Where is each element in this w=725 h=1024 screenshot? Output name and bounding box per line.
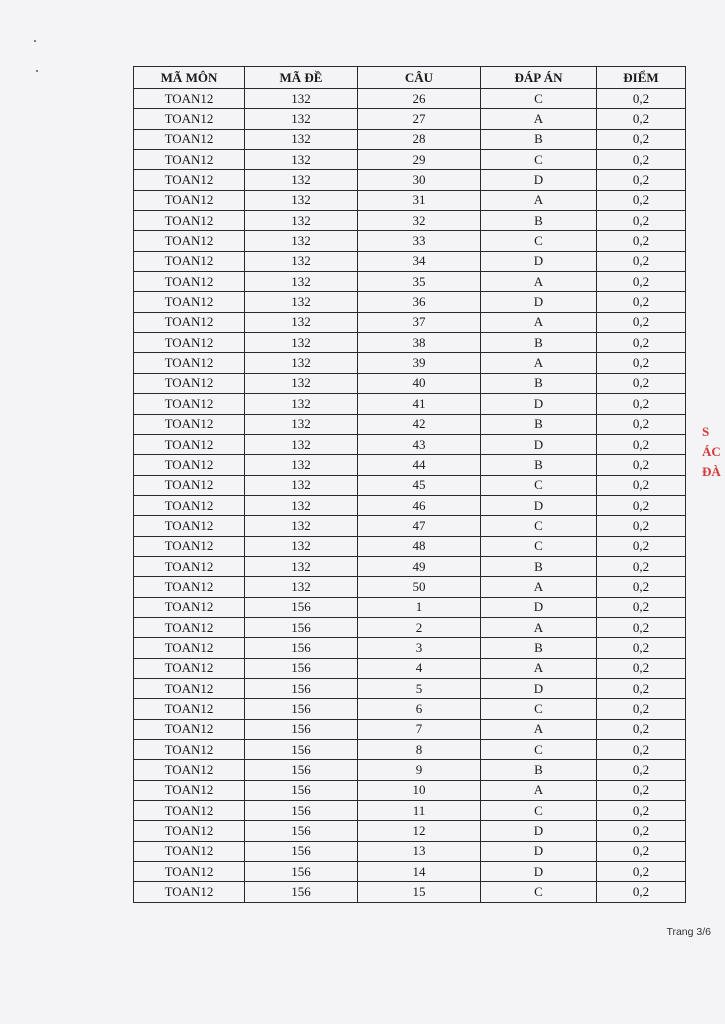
cell-dap-an: D: [481, 394, 597, 414]
cell-ma-mon: TOAN12: [134, 617, 245, 637]
cell-dap-an: D: [481, 841, 597, 861]
cell-ma-de: 156: [245, 841, 358, 861]
cell-dap-an: C: [481, 801, 597, 821]
header-ma-mon: MÃ MÔN: [134, 67, 245, 89]
cell-ma-de: 156: [245, 617, 358, 637]
cell-ma-de: 132: [245, 394, 358, 414]
cell-diem: 0,2: [597, 597, 686, 617]
cell-ma-de: 132: [245, 211, 358, 231]
cell-ma-de: 132: [245, 150, 358, 170]
cell-dap-an: B: [481, 760, 597, 780]
cell-cau: 39: [358, 353, 481, 373]
table-row: [134, 882, 686, 902]
cell-ma-de: 132: [245, 495, 358, 515]
cell-dap-an: B: [481, 129, 597, 149]
cell-dap-an: D: [481, 597, 597, 617]
cell-dap-an: A: [481, 577, 597, 597]
table-row: [134, 190, 686, 210]
cell-dap-an: C: [481, 231, 597, 251]
cell-ma-mon: TOAN12: [134, 577, 245, 597]
cell-dap-an: B: [481, 556, 597, 576]
header-cau: CÂU: [358, 67, 481, 89]
table-body: [134, 89, 686, 903]
cell-diem: 0,2: [597, 536, 686, 556]
cell-cau: 37: [358, 312, 481, 332]
cell-ma-mon: TOAN12: [134, 190, 245, 210]
answer-key-table: [133, 66, 686, 903]
cell-cau: 48: [358, 536, 481, 556]
cell-diem: 0,2: [597, 394, 686, 414]
cell-cau: 26: [358, 89, 481, 109]
cell-ma-de: 132: [245, 516, 358, 536]
cell-dap-an: C: [481, 882, 597, 902]
cell-dap-an: D: [481, 251, 597, 271]
cell-ma-de: 132: [245, 475, 358, 495]
table-row: [134, 617, 686, 637]
cell-ma-mon: TOAN12: [134, 638, 245, 658]
cell-dap-an: D: [481, 292, 597, 312]
table-row: [134, 292, 686, 312]
table-row: [134, 312, 686, 332]
cell-ma-de: 132: [245, 577, 358, 597]
table-row: [134, 821, 686, 841]
table-row: [134, 740, 686, 760]
table-row: [134, 556, 686, 576]
cell-ma-de: 132: [245, 353, 358, 373]
cell-diem: 0,2: [597, 841, 686, 861]
cell-diem: 0,2: [597, 780, 686, 800]
cell-ma-de: 132: [245, 333, 358, 353]
cell-cau: 43: [358, 434, 481, 454]
cell-dap-an: B: [481, 333, 597, 353]
cell-cau: 45: [358, 475, 481, 495]
cell-ma-mon: TOAN12: [134, 801, 245, 821]
cell-ma-de: 156: [245, 658, 358, 678]
table-row: [134, 455, 686, 475]
cell-ma-de: 156: [245, 638, 358, 658]
cell-cau: 33: [358, 231, 481, 251]
table-row: [134, 658, 686, 678]
cell-diem: 0,2: [597, 495, 686, 515]
cell-ma-mon: TOAN12: [134, 292, 245, 312]
cell-cau: 50: [358, 577, 481, 597]
cell-ma-mon: TOAN12: [134, 556, 245, 576]
cell-ma-de: 132: [245, 312, 358, 332]
cell-ma-mon: TOAN12: [134, 109, 245, 129]
cell-cau: 46: [358, 495, 481, 515]
cell-diem: 0,2: [597, 414, 686, 434]
cell-ma-de: 156: [245, 699, 358, 719]
cell-ma-mon: TOAN12: [134, 699, 245, 719]
table-row: [134, 495, 686, 515]
cell-dap-an: C: [481, 150, 597, 170]
cell-ma-de: 132: [245, 251, 358, 271]
cell-cau: 34: [358, 251, 481, 271]
cell-cau: 1: [358, 597, 481, 617]
cell-ma-mon: TOAN12: [134, 658, 245, 678]
cell-diem: 0,2: [597, 89, 686, 109]
header-ma-de: MÃ ĐỀ: [245, 67, 358, 89]
cell-dap-an: C: [481, 536, 597, 556]
cell-dap-an: C: [481, 699, 597, 719]
cell-ma-de: 156: [245, 882, 358, 902]
cell-diem: 0,2: [597, 556, 686, 576]
cell-ma-mon: TOAN12: [134, 89, 245, 109]
cell-ma-mon: TOAN12: [134, 211, 245, 231]
cell-cau: 7: [358, 719, 481, 739]
cell-ma-de: 132: [245, 434, 358, 454]
table-row: [134, 699, 686, 719]
table-row: [134, 129, 686, 149]
cell-cau: 3: [358, 638, 481, 658]
cell-cau: 9: [358, 760, 481, 780]
cell-dap-an: C: [481, 475, 597, 495]
cell-cau: 30: [358, 170, 481, 190]
cell-ma-mon: TOAN12: [134, 475, 245, 495]
cell-ma-mon: TOAN12: [134, 353, 245, 373]
cell-ma-de: 156: [245, 760, 358, 780]
cell-ma-mon: TOAN12: [134, 882, 245, 902]
cell-diem: 0,2: [597, 678, 686, 698]
cell-diem: 0,2: [597, 109, 686, 129]
cell-dap-an: A: [481, 190, 597, 210]
cell-ma-mon: TOAN12: [134, 841, 245, 861]
table-row: [134, 231, 686, 251]
table-row: [134, 678, 686, 698]
red-stamp-fragment: [702, 400, 725, 530]
page-number: Trang 3/6: [666, 926, 711, 938]
table-row: [134, 801, 686, 821]
table-row: [134, 780, 686, 800]
cell-ma-de: 156: [245, 678, 358, 698]
cell-dap-an: B: [481, 455, 597, 475]
cell-dap-an: B: [481, 638, 597, 658]
cell-cau: 2: [358, 617, 481, 637]
table-row: [134, 760, 686, 780]
cell-ma-de: 156: [245, 862, 358, 882]
table-row: [134, 414, 686, 434]
cell-cau: 4: [358, 658, 481, 678]
cell-ma-mon: TOAN12: [134, 536, 245, 556]
cell-ma-mon: TOAN12: [134, 719, 245, 739]
cell-dap-an: A: [481, 617, 597, 637]
table-header-row: [134, 67, 686, 89]
cell-dap-an: D: [481, 678, 597, 698]
table-row: [134, 353, 686, 373]
cell-diem: 0,2: [597, 292, 686, 312]
cell-cau: 44: [358, 455, 481, 475]
cell-cau: 41: [358, 394, 481, 414]
cell-cau: 31: [358, 190, 481, 210]
cell-diem: 0,2: [597, 577, 686, 597]
cell-dap-an: C: [481, 516, 597, 536]
cell-cau: 40: [358, 373, 481, 393]
table-row: [134, 89, 686, 109]
cell-diem: 0,2: [597, 190, 686, 210]
cell-dap-an: D: [481, 495, 597, 515]
cell-diem: 0,2: [597, 373, 686, 393]
cell-ma-mon: TOAN12: [134, 434, 245, 454]
cell-ma-de: 156: [245, 740, 358, 760]
cell-cau: 8: [358, 740, 481, 760]
cell-ma-de: 156: [245, 719, 358, 739]
table-row: [134, 516, 686, 536]
cell-ma-mon: TOAN12: [134, 394, 245, 414]
cell-dap-an: B: [481, 211, 597, 231]
cell-cau: 42: [358, 414, 481, 434]
cell-cau: 47: [358, 516, 481, 536]
cell-diem: 0,2: [597, 150, 686, 170]
cell-ma-mon: TOAN12: [134, 272, 245, 292]
table-row: [134, 536, 686, 556]
cell-ma-de: 156: [245, 780, 358, 800]
table-row: [134, 862, 686, 882]
cell-diem: 0,2: [597, 333, 686, 353]
cell-ma-mon: TOAN12: [134, 333, 245, 353]
cell-ma-mon: TOAN12: [134, 231, 245, 251]
cell-diem: 0,2: [597, 719, 686, 739]
cell-cau: 6: [358, 699, 481, 719]
cell-ma-de: 132: [245, 89, 358, 109]
cell-ma-mon: TOAN12: [134, 312, 245, 332]
cell-dap-an: B: [481, 373, 597, 393]
cell-cau: 10: [358, 780, 481, 800]
cell-cau: 28: [358, 129, 481, 149]
cell-diem: 0,2: [597, 638, 686, 658]
cell-diem: 0,2: [597, 658, 686, 678]
table-row: [134, 272, 686, 292]
cell-diem: 0,2: [597, 434, 686, 454]
cell-ma-mon: TOAN12: [134, 597, 245, 617]
cell-dap-an: C: [481, 740, 597, 760]
cell-ma-de: 132: [245, 190, 358, 210]
cell-diem: 0,2: [597, 699, 686, 719]
cell-ma-mon: TOAN12: [134, 414, 245, 434]
cell-ma-mon: TOAN12: [134, 251, 245, 271]
cell-ma-de: 132: [245, 556, 358, 576]
cell-ma-mon: TOAN12: [134, 760, 245, 780]
scan-speck: [36, 70, 38, 72]
cell-ma-de: 132: [245, 373, 358, 393]
cell-ma-mon: TOAN12: [134, 821, 245, 841]
cell-ma-mon: TOAN12: [134, 516, 245, 536]
cell-dap-an: A: [481, 109, 597, 129]
table-row: [134, 475, 686, 495]
cell-cau: 13: [358, 841, 481, 861]
cell-cau: 49: [358, 556, 481, 576]
cell-ma-mon: TOAN12: [134, 678, 245, 698]
cell-ma-de: 132: [245, 292, 358, 312]
cell-ma-de: 156: [245, 597, 358, 617]
cell-diem: 0,2: [597, 821, 686, 841]
cell-dap-an: A: [481, 272, 597, 292]
cell-diem: 0,2: [597, 617, 686, 637]
cell-cau: 32: [358, 211, 481, 231]
cell-diem: 0,2: [597, 251, 686, 271]
cell-diem: 0,2: [597, 475, 686, 495]
table-row: [134, 211, 686, 231]
cell-ma-mon: TOAN12: [134, 862, 245, 882]
cell-dap-an: C: [481, 89, 597, 109]
table-row: [134, 109, 686, 129]
stamp-line: S: [702, 424, 710, 439]
cell-diem: 0,2: [597, 272, 686, 292]
cell-dap-an: D: [481, 821, 597, 841]
cell-dap-an: D: [481, 170, 597, 190]
cell-ma-mon: TOAN12: [134, 455, 245, 475]
cell-ma-mon: TOAN12: [134, 373, 245, 393]
cell-ma-de: 132: [245, 231, 358, 251]
stamp-line: ÁC: [702, 444, 721, 459]
cell-dap-an: B: [481, 414, 597, 434]
stamp-line: ĐÀ: [702, 464, 721, 479]
cell-ma-de: 132: [245, 455, 358, 475]
table-row: [134, 719, 686, 739]
cell-cau: 11: [358, 801, 481, 821]
cell-ma-de: 156: [245, 801, 358, 821]
cell-cau: 12: [358, 821, 481, 841]
cell-diem: 0,2: [597, 129, 686, 149]
cell-diem: 0,2: [597, 170, 686, 190]
cell-dap-an: A: [481, 312, 597, 332]
cell-dap-an: D: [481, 862, 597, 882]
cell-ma-de: 132: [245, 170, 358, 190]
cell-diem: 0,2: [597, 862, 686, 882]
cell-ma-mon: TOAN12: [134, 780, 245, 800]
table-row: [134, 394, 686, 414]
cell-diem: 0,2: [597, 312, 686, 332]
table-row: [134, 434, 686, 454]
cell-dap-an: A: [481, 719, 597, 739]
header-diem: ĐIỂM: [597, 67, 686, 89]
scan-speck: [34, 40, 36, 42]
cell-ma-mon: TOAN12: [134, 495, 245, 515]
table-row: [134, 638, 686, 658]
cell-ma-de: 132: [245, 109, 358, 129]
cell-diem: 0,2: [597, 882, 686, 902]
cell-diem: 0,2: [597, 801, 686, 821]
cell-cau: 14: [358, 862, 481, 882]
cell-cau: 35: [358, 272, 481, 292]
cell-diem: 0,2: [597, 211, 686, 231]
cell-cau: 15: [358, 882, 481, 902]
table-row: [134, 150, 686, 170]
cell-dap-an: A: [481, 780, 597, 800]
cell-diem: 0,2: [597, 760, 686, 780]
cell-ma-de: 156: [245, 821, 358, 841]
cell-diem: 0,2: [597, 455, 686, 475]
cell-ma-mon: TOAN12: [134, 740, 245, 760]
cell-diem: 0,2: [597, 740, 686, 760]
cell-diem: 0,2: [597, 516, 686, 536]
cell-ma-mon: TOAN12: [134, 129, 245, 149]
cell-ma-mon: TOAN12: [134, 170, 245, 190]
cell-dap-an: A: [481, 353, 597, 373]
cell-cau: 36: [358, 292, 481, 312]
header-dap-an: ĐÁP ÁN: [481, 67, 597, 89]
table-row: [134, 170, 686, 190]
cell-cau: 38: [358, 333, 481, 353]
cell-ma-de: 132: [245, 536, 358, 556]
table-row: [134, 333, 686, 353]
cell-cau: 27: [358, 109, 481, 129]
cell-diem: 0,2: [597, 231, 686, 251]
table-row: [134, 577, 686, 597]
cell-dap-an: A: [481, 658, 597, 678]
cell-ma-de: 132: [245, 129, 358, 149]
cell-dap-an: D: [481, 434, 597, 454]
table-row: [134, 373, 686, 393]
cell-ma-de: 132: [245, 414, 358, 434]
cell-cau: 5: [358, 678, 481, 698]
cell-ma-de: 132: [245, 272, 358, 292]
cell-diem: 0,2: [597, 353, 686, 373]
table-row: [134, 841, 686, 861]
cell-ma-mon: TOAN12: [134, 150, 245, 170]
table-row: [134, 251, 686, 271]
table-row: [134, 597, 686, 617]
cell-cau: 29: [358, 150, 481, 170]
